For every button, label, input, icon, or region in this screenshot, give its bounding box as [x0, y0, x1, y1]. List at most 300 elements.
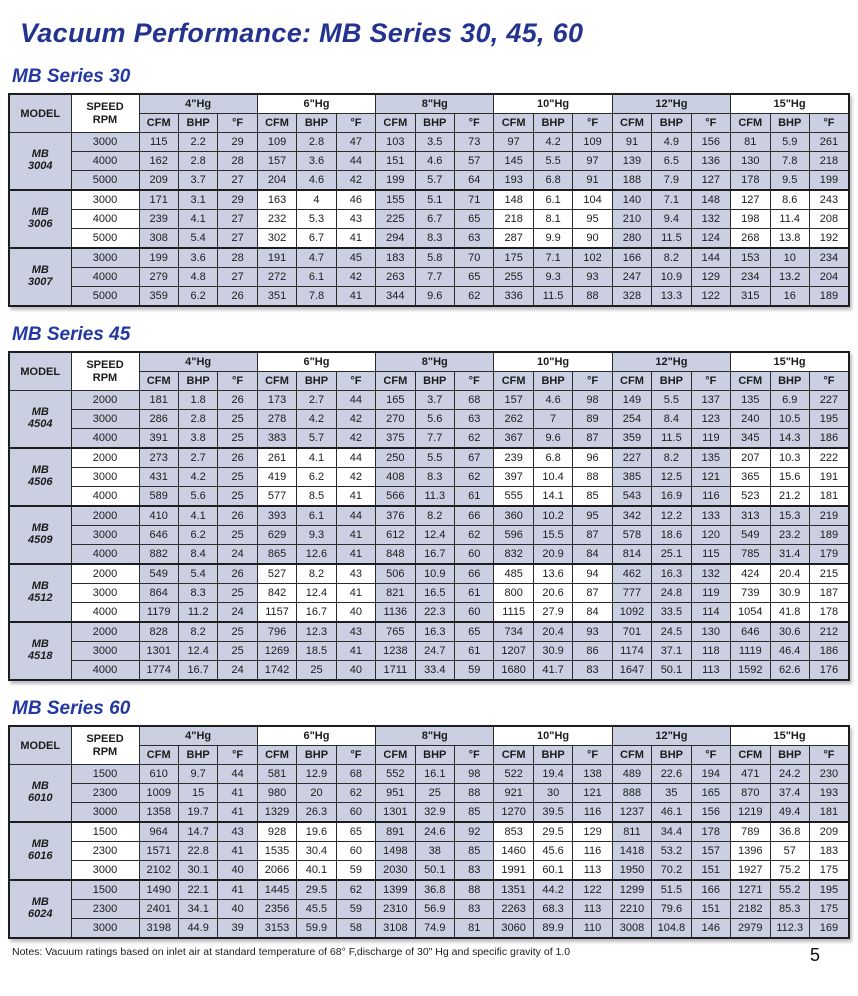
- value-cell: 5.7: [297, 429, 336, 449]
- sub-column-header: °F: [573, 746, 612, 765]
- value-cell: 11.4: [770, 210, 809, 229]
- series-section: [8, 698, 850, 939]
- value-cell: 12.4: [297, 584, 336, 603]
- value-cell: 87: [573, 429, 612, 449]
- value-cell: 12.3: [297, 622, 336, 642]
- value-cell: 135: [691, 448, 730, 468]
- value-cell: 90: [573, 229, 612, 249]
- value-cell: 26.3: [297, 803, 336, 823]
- value-cell: 848: [376, 545, 415, 565]
- value-cell: 119: [691, 584, 730, 603]
- value-cell: 178: [691, 822, 730, 842]
- value-cell: 151: [691, 861, 730, 881]
- value-cell: 113: [573, 861, 612, 881]
- value-cell: 104.8: [652, 919, 691, 939]
- value-cell: 41: [336, 545, 375, 565]
- value-cell: 980: [257, 784, 296, 803]
- model-cell: [9, 564, 71, 622]
- value-cell: 270: [376, 410, 415, 429]
- value-cell: 178: [809, 603, 849, 623]
- value-cell: 23.2: [770, 526, 809, 545]
- speed-column-header: [71, 94, 139, 133]
- value-cell: 43: [218, 822, 257, 842]
- value-cell: 136: [691, 152, 730, 171]
- page-number: 5: [809, 945, 820, 965]
- value-cell: 811: [612, 822, 651, 842]
- value-cell: 41: [336, 584, 375, 603]
- rpm-cell: 3000: [71, 133, 139, 152]
- value-cell: 227: [612, 448, 651, 468]
- value-cell: 3.8: [178, 429, 217, 449]
- value-cell: 27: [218, 210, 257, 229]
- value-cell: 646: [139, 526, 178, 545]
- sub-column-header: CFM: [139, 114, 178, 133]
- sub-column-header: CFM: [731, 372, 770, 391]
- value-cell: 199: [809, 171, 849, 191]
- value-cell: 189: [809, 526, 849, 545]
- value-cell: 227: [809, 391, 849, 410]
- value-cell: 11.2: [178, 603, 217, 623]
- value-cell: 11.5: [652, 429, 691, 449]
- value-cell: 7.7: [415, 268, 454, 287]
- value-cell: 188: [612, 171, 651, 191]
- value-cell: 27: [218, 229, 257, 249]
- speed-label-line2: RPM: [92, 745, 118, 758]
- value-cell: 2.8: [178, 152, 217, 171]
- value-cell: 35: [652, 784, 691, 803]
- value-cell: 41: [336, 642, 375, 661]
- value-cell: 19.6: [297, 822, 336, 842]
- value-cell: 42: [336, 171, 375, 191]
- table-row: [9, 880, 849, 900]
- value-cell: 8.3: [415, 468, 454, 487]
- value-cell: 1157: [257, 603, 296, 623]
- sub-column-header: CFM: [139, 372, 178, 391]
- value-cell: 66: [455, 506, 494, 526]
- sub-column-header: BHP: [297, 372, 336, 391]
- value-cell: 566: [376, 487, 415, 507]
- value-cell: 8.4: [178, 545, 217, 565]
- value-cell: 156: [691, 803, 730, 823]
- sub-column-header: CFM: [257, 746, 296, 765]
- model-cell: [9, 506, 71, 564]
- sub-column-header: °F: [573, 372, 612, 391]
- value-cell: 25: [218, 526, 257, 545]
- value-cell: 88: [455, 880, 494, 900]
- value-cell: 88: [455, 784, 494, 803]
- sub-column-header: CFM: [257, 372, 296, 391]
- value-cell: 2.7: [297, 391, 336, 410]
- rpm-cell: 3000: [71, 861, 139, 881]
- rpm-cell: 2000: [71, 391, 139, 410]
- value-cell: 96: [573, 448, 612, 468]
- model-cell: [9, 822, 71, 880]
- value-cell: 175: [809, 900, 849, 919]
- value-cell: 218: [809, 152, 849, 171]
- pressure-group-header: 12"Hg: [612, 94, 730, 114]
- value-cell: 6.5: [652, 152, 691, 171]
- value-cell: 359: [612, 429, 651, 449]
- value-cell: 1115: [494, 603, 533, 623]
- value-cell: 9.6: [533, 429, 572, 449]
- value-cell: 61: [455, 642, 494, 661]
- value-cell: 6.1: [297, 506, 336, 526]
- value-cell: 62: [455, 429, 494, 449]
- sub-column-header: BHP: [178, 746, 217, 765]
- pressure-group-header: 6"Hg: [257, 352, 375, 372]
- rpm-cell: 3000: [71, 468, 139, 487]
- value-cell: 8.5: [297, 487, 336, 507]
- value-cell: 9.3: [533, 268, 572, 287]
- value-cell: 5.9: [770, 133, 809, 152]
- value-cell: 22.1: [178, 880, 217, 900]
- value-cell: 419: [257, 468, 296, 487]
- value-cell: 882: [139, 545, 178, 565]
- value-cell: 16.7: [415, 545, 454, 565]
- value-cell: 7.1: [533, 248, 572, 268]
- model-name-line1: MB: [31, 464, 49, 477]
- value-cell: 41: [336, 229, 375, 249]
- value-cell: 8.2: [297, 564, 336, 584]
- sub-column-header: CFM: [257, 114, 296, 133]
- value-cell: 41: [336, 526, 375, 545]
- value-cell: 10: [770, 248, 809, 268]
- value-cell: 4.6: [415, 152, 454, 171]
- value-cell: 24.8: [652, 584, 691, 603]
- value-cell: 63: [455, 410, 494, 429]
- value-cell: 88: [573, 287, 612, 307]
- value-cell: 89.9: [533, 919, 572, 939]
- value-cell: 610: [139, 765, 178, 784]
- value-cell: 1774: [139, 661, 178, 681]
- value-cell: 16.3: [415, 622, 454, 642]
- value-cell: 1358: [139, 803, 178, 823]
- value-cell: 151: [691, 900, 730, 919]
- value-cell: 8.2: [415, 506, 454, 526]
- value-cell: 116: [691, 487, 730, 507]
- value-cell: 24: [218, 661, 257, 681]
- value-cell: 62: [455, 526, 494, 545]
- value-cell: 36.8: [415, 880, 454, 900]
- table-row: [9, 900, 849, 919]
- model-name-line2: 4509: [28, 534, 53, 546]
- value-cell: 1498: [376, 842, 415, 861]
- rpm-cell: 4000: [71, 152, 139, 171]
- value-cell: 75.2: [770, 861, 809, 881]
- value-cell: 2.8: [178, 410, 217, 429]
- value-cell: 97: [494, 133, 533, 152]
- value-cell: 88: [573, 468, 612, 487]
- value-cell: 24.6: [415, 822, 454, 842]
- value-cell: 115: [139, 133, 178, 152]
- value-cell: 204: [257, 171, 296, 191]
- value-cell: 212: [809, 622, 849, 642]
- model-column-header: MODEL: [9, 352, 71, 391]
- table-row: [9, 622, 849, 642]
- pressure-group-header: 10"Hg: [494, 94, 612, 114]
- value-cell: 9.9: [533, 229, 572, 249]
- value-cell: 888: [612, 784, 651, 803]
- table-row: [9, 803, 849, 823]
- value-cell: 6.2: [297, 468, 336, 487]
- model-cell: [9, 765, 71, 823]
- value-cell: 462: [612, 564, 651, 584]
- value-cell: 800: [494, 584, 533, 603]
- value-cell: 4.1: [297, 448, 336, 468]
- sub-column-header: CFM: [376, 114, 415, 133]
- value-cell: 8.2: [178, 622, 217, 642]
- table-row: [9, 268, 849, 287]
- value-cell: 543: [612, 487, 651, 507]
- rpm-cell: 3000: [71, 803, 139, 823]
- value-cell: 24.2: [770, 765, 809, 784]
- table-header: [9, 726, 849, 765]
- pressure-group-header: 10"Hg: [494, 726, 612, 746]
- value-cell: 43: [336, 210, 375, 229]
- value-cell: 56.9: [415, 900, 454, 919]
- value-cell: 20: [297, 784, 336, 803]
- page-footer: [8, 946, 850, 964]
- rpm-cell: 4000: [71, 210, 139, 229]
- value-cell: 5.4: [178, 229, 217, 249]
- value-cell: 179: [809, 545, 849, 565]
- value-cell: 165: [691, 784, 730, 803]
- value-cell: 6.2: [178, 526, 217, 545]
- value-cell: 85: [573, 487, 612, 507]
- model-column-header: MODEL: [9, 726, 71, 765]
- value-cell: 148: [691, 190, 730, 210]
- value-cell: 273: [139, 448, 178, 468]
- value-cell: 225: [376, 210, 415, 229]
- value-cell: 431: [139, 468, 178, 487]
- value-cell: 383: [257, 429, 296, 449]
- value-cell: 62: [336, 880, 375, 900]
- value-cell: 10.2: [533, 506, 572, 526]
- sub-column-header: BHP: [770, 746, 809, 765]
- value-cell: 3.6: [297, 152, 336, 171]
- value-cell: 393: [257, 506, 296, 526]
- table-row: [9, 842, 849, 861]
- value-cell: 6.2: [178, 287, 217, 307]
- value-cell: 27: [218, 268, 257, 287]
- value-cell: 30.9: [770, 584, 809, 603]
- value-cell: 39.5: [533, 803, 572, 823]
- value-cell: 4.9: [652, 133, 691, 152]
- value-cell: 1490: [139, 880, 178, 900]
- section-title: MB Series 45: [12, 324, 131, 345]
- value-cell: 25.1: [652, 545, 691, 565]
- table-row: [9, 248, 849, 268]
- value-cell: 114: [691, 603, 730, 623]
- value-cell: 137: [691, 391, 730, 410]
- value-cell: 127: [731, 190, 770, 210]
- value-cell: 102: [573, 248, 612, 268]
- value-cell: 25: [218, 642, 257, 661]
- value-cell: 140: [612, 190, 651, 210]
- value-cell: 1174: [612, 642, 651, 661]
- rpm-cell: 2000: [71, 622, 139, 642]
- value-cell: 21.2: [770, 487, 809, 507]
- value-cell: 138: [573, 765, 612, 784]
- value-cell: 81: [731, 133, 770, 152]
- value-cell: 2.2: [178, 133, 217, 152]
- table-row: [9, 152, 849, 171]
- value-cell: 61: [455, 487, 494, 507]
- sub-column-header: BHP: [178, 114, 217, 133]
- value-cell: 144: [691, 248, 730, 268]
- value-cell: 577: [257, 487, 296, 507]
- value-cell: 3.7: [178, 171, 217, 191]
- value-cell: 30.4: [297, 842, 336, 861]
- value-cell: 25: [218, 584, 257, 603]
- value-cell: 84: [573, 545, 612, 565]
- table-row: [9, 564, 849, 584]
- value-cell: 85: [455, 842, 494, 861]
- value-cell: 207: [731, 448, 770, 468]
- value-cell: 59: [336, 900, 375, 919]
- value-cell: 68: [336, 765, 375, 784]
- rpm-cell: 5000: [71, 287, 139, 307]
- speed-label-line2: RPM: [92, 371, 118, 384]
- value-cell: 146: [691, 919, 730, 939]
- sub-column-header: CFM: [494, 372, 533, 391]
- table-row: [9, 487, 849, 507]
- value-cell: 261: [809, 133, 849, 152]
- value-cell: 121: [573, 784, 612, 803]
- table-row: [9, 410, 849, 429]
- value-cell: 2401: [139, 900, 178, 919]
- value-cell: 10.9: [652, 268, 691, 287]
- value-cell: 218: [494, 210, 533, 229]
- value-cell: 2263: [494, 900, 533, 919]
- value-cell: 83: [455, 900, 494, 919]
- value-cell: 209: [809, 822, 849, 842]
- sub-column-header: BHP: [770, 372, 809, 391]
- value-cell: 646: [731, 622, 770, 642]
- sub-column-header: °F: [573, 114, 612, 133]
- model-name-line1: MB: [31, 838, 49, 851]
- value-cell: 921: [494, 784, 533, 803]
- value-cell: 145: [494, 152, 533, 171]
- value-cell: 91: [573, 171, 612, 191]
- value-cell: 1571: [139, 842, 178, 861]
- value-cell: 828: [139, 622, 178, 642]
- value-cell: 116: [573, 842, 612, 861]
- model-name-line1: MB: [31, 780, 49, 793]
- sub-column-header: BHP: [415, 746, 454, 765]
- value-cell: 98: [573, 391, 612, 410]
- sub-column-header: °F: [336, 746, 375, 765]
- value-cell: 173: [257, 391, 296, 410]
- value-cell: 2182: [731, 900, 770, 919]
- table-row: [9, 229, 849, 249]
- value-cell: 14.7: [178, 822, 217, 842]
- series-section: [8, 66, 850, 307]
- value-cell: 25: [218, 622, 257, 642]
- value-cell: 29.5: [533, 822, 572, 842]
- value-cell: 842: [257, 584, 296, 603]
- value-cell: 2356: [257, 900, 296, 919]
- value-cell: 629: [257, 526, 296, 545]
- value-cell: 7: [533, 410, 572, 429]
- value-cell: 9.7: [178, 765, 217, 784]
- value-cell: 12.9: [297, 765, 336, 784]
- value-cell: 42: [336, 429, 375, 449]
- value-cell: 41: [336, 487, 375, 507]
- value-cell: 30: [533, 784, 572, 803]
- value-cell: 254: [612, 410, 651, 429]
- sub-column-header: °F: [691, 114, 730, 133]
- table-row: [9, 584, 849, 603]
- value-cell: 9.4: [652, 210, 691, 229]
- pressure-group-header: 12"Hg: [612, 352, 730, 372]
- value-cell: 12.5: [652, 468, 691, 487]
- value-cell: 16: [770, 287, 809, 307]
- value-cell: 26: [218, 506, 257, 526]
- value-cell: 5.4: [178, 564, 217, 584]
- value-cell: 191: [257, 248, 296, 268]
- value-cell: 10.3: [770, 448, 809, 468]
- sub-column-header: CFM: [494, 746, 533, 765]
- group-header-row: [9, 726, 849, 746]
- value-cell: 527: [257, 564, 296, 584]
- rpm-cell: 2300: [71, 842, 139, 861]
- value-cell: 255: [494, 268, 533, 287]
- rpm-cell: 3000: [71, 190, 139, 210]
- value-cell: 83: [455, 861, 494, 881]
- value-cell: 97: [573, 152, 612, 171]
- value-cell: 33.5: [652, 603, 691, 623]
- value-cell: 41.8: [770, 603, 809, 623]
- value-cell: 222: [809, 448, 849, 468]
- table-row: [9, 133, 849, 152]
- value-cell: 103: [376, 133, 415, 152]
- value-cell: 124: [691, 229, 730, 249]
- group-header-row: [9, 352, 849, 372]
- value-cell: 1950: [612, 861, 651, 881]
- value-cell: 71: [455, 190, 494, 210]
- value-cell: 2210: [612, 900, 651, 919]
- value-cell: 4.6: [533, 391, 572, 410]
- value-cell: 157: [494, 391, 533, 410]
- value-cell: 219: [809, 506, 849, 526]
- value-cell: 1237: [612, 803, 651, 823]
- value-cell: 1179: [139, 603, 178, 623]
- value-cell: 22.3: [415, 603, 454, 623]
- value-cell: 129: [691, 268, 730, 287]
- value-cell: 328: [612, 287, 651, 307]
- value-cell: 132: [691, 210, 730, 229]
- value-cell: 192: [809, 229, 849, 249]
- value-cell: 268: [731, 229, 770, 249]
- value-cell: 26: [218, 448, 257, 468]
- value-cell: 62.6: [770, 661, 809, 681]
- value-cell: 162: [139, 152, 178, 171]
- pressure-group-header: 12"Hg: [612, 726, 730, 746]
- value-cell: 16.7: [178, 661, 217, 681]
- sub-column-header: BHP: [297, 114, 336, 133]
- sub-column-header: °F: [336, 114, 375, 133]
- value-cell: 37.1: [652, 642, 691, 661]
- value-cell: 33.4: [415, 661, 454, 681]
- value-cell: 4.1: [178, 210, 217, 229]
- value-cell: 2066: [257, 861, 296, 881]
- value-cell: 187: [809, 584, 849, 603]
- value-cell: 57: [455, 152, 494, 171]
- value-cell: 95: [573, 210, 612, 229]
- value-cell: 57: [770, 842, 809, 861]
- value-cell: 6.1: [297, 268, 336, 287]
